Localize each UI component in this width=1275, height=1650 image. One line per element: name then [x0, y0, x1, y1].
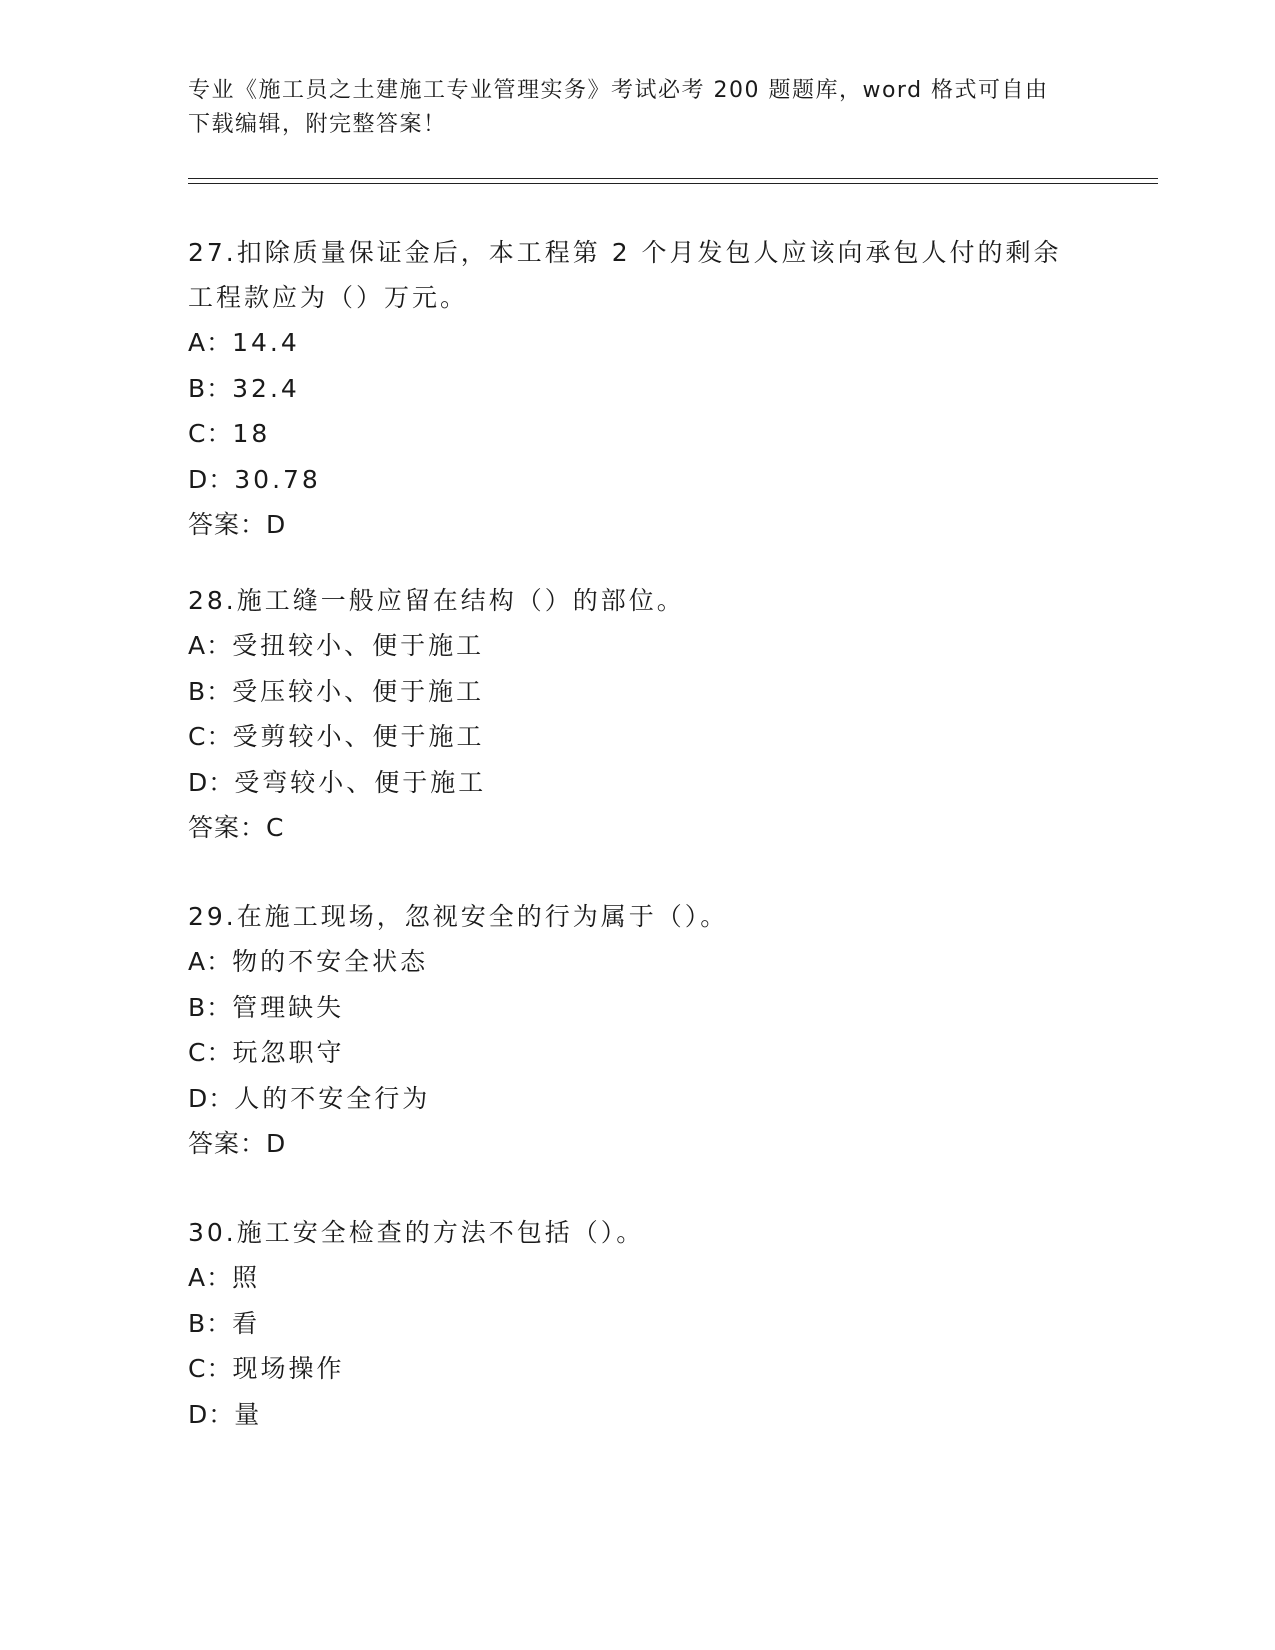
option-a: A：受扭较小、便于施工: [188, 631, 485, 660]
question-stem: [188, 1210, 1088, 1255]
option-a: A：14.4: [188, 328, 300, 357]
question-stem: [188, 894, 1088, 939]
question-stem-line: 29.在施工现场，忽视安全的行为属于（）。: [188, 902, 729, 931]
option-b: B：受压较小、便于施工: [188, 676, 485, 706]
option-a: A：照: [188, 1263, 261, 1292]
option-c: C：受剪较小、便于施工: [188, 722, 485, 751]
option-a: A：物的不安全状态: [188, 947, 429, 976]
option-b: B：看: [188, 1308, 261, 1338]
option-b: B：管理缺失: [188, 992, 345, 1022]
option-d: D：受弯较小、便于施工: [188, 767, 487, 797]
option-d: D：30.78: [188, 464, 321, 494]
option-c: C：玩忽职守: [188, 1038, 345, 1067]
question-stem-line: 28.施工缝一般应留在结构（）的部位。: [188, 586, 685, 615]
question-30: [188, 1210, 1088, 1437]
option-c: C：18: [188, 419, 271, 448]
question-29: [188, 894, 1088, 1167]
option-d: D：人的不安全行为: [188, 1083, 431, 1113]
answer-line: 答案：D: [188, 1129, 287, 1158]
question-stem: [188, 578, 1088, 623]
question-27: [188, 230, 1088, 548]
option-d: D：量: [188, 1399, 263, 1429]
header-line-2: 下载编辑，附完整答案！: [188, 112, 447, 137]
question-stem-line: 27.扣除质量保证金后，本工程第 2 个月发包人应该向承包人付的剩余: [188, 238, 1062, 267]
answer-line: 答案：C: [188, 813, 285, 842]
question-stem-line: 30.施工安全检查的方法不包括（）。: [188, 1218, 645, 1247]
question-stem: [188, 230, 1088, 320]
document-header: [188, 74, 1068, 142]
header-divider-top: [188, 178, 1158, 179]
question-28: [188, 578, 1088, 851]
question-stem-line: 工程款应为（）万元。: [188, 283, 469, 312]
header-divider-bottom: [188, 183, 1158, 184]
option-b: B：32.4: [188, 373, 300, 403]
answer-line: 答案：D: [188, 510, 287, 539]
option-c: C：现场操作: [188, 1354, 345, 1383]
header-line-1: 专业《施工员之土建施工专业管理实务》考试必考 200 题题库，word 格式可自由: [188, 78, 1049, 103]
